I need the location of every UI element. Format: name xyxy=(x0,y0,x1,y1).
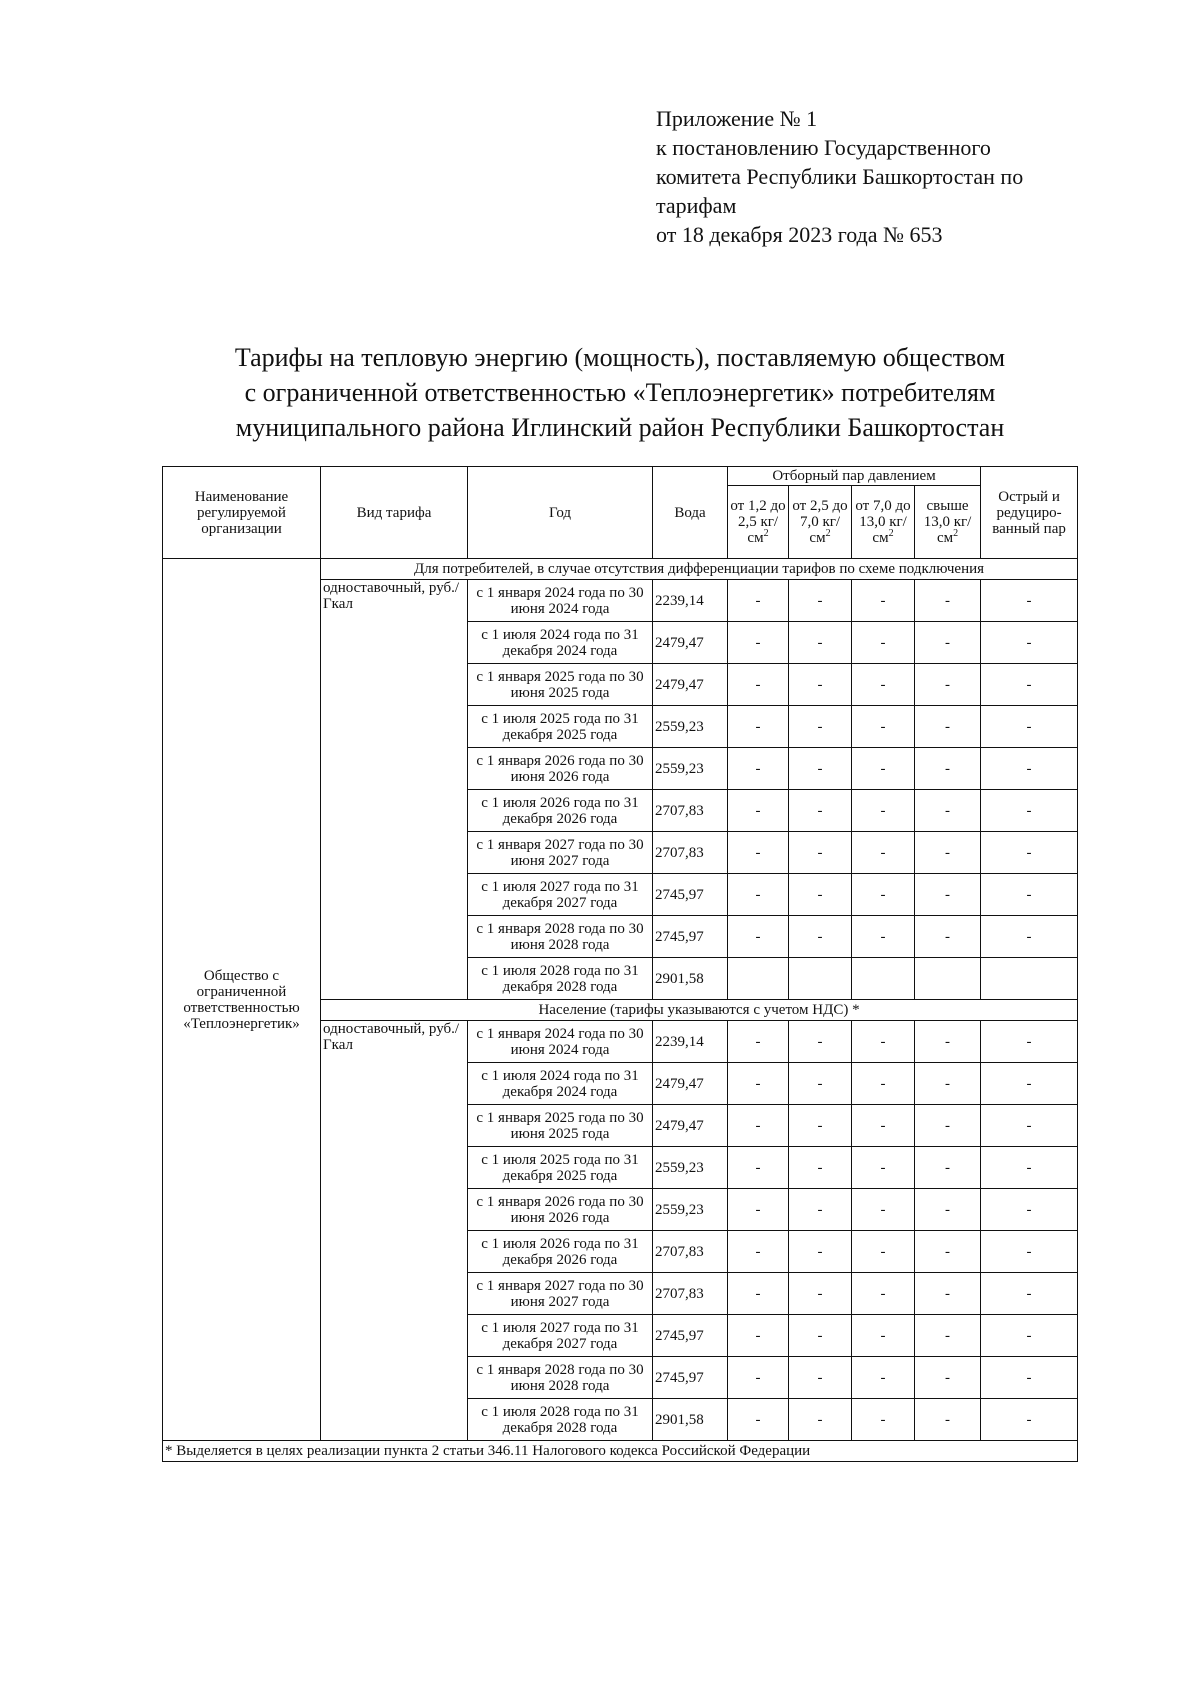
steam-tariff-cell: - xyxy=(915,622,981,664)
steam-tariff-cell: - xyxy=(852,1231,915,1273)
steam-tariff-cell: - xyxy=(915,748,981,790)
header-water: Вода xyxy=(653,467,728,559)
steam-tariff-cell: - xyxy=(981,1147,1078,1189)
steam-tariff-cell: - xyxy=(981,1189,1078,1231)
steam-tariff-cell: - xyxy=(789,1357,852,1399)
water-tariff-cell: 2901,58 xyxy=(653,958,728,1000)
period-cell: с 1 июля 2025 года по 31 декабря 2025 года xyxy=(468,1147,653,1189)
steam-tariff-cell: - xyxy=(981,874,1078,916)
steam-tariff-cell: - xyxy=(915,1021,981,1063)
period-cell: с 1 июля 2027 года по 31 декабря 2027 года xyxy=(468,874,653,916)
water-tariff-cell: 2901,58 xyxy=(653,1399,728,1441)
steam-tariff-cell: - xyxy=(981,664,1078,706)
water-tariff-cell: 2559,23 xyxy=(653,1147,728,1189)
steam-tariff-cell: - xyxy=(852,622,915,664)
steam-tariff-cell: - xyxy=(852,1273,915,1315)
steam-tariff-cell: - xyxy=(728,916,789,958)
steam-tariff-cell: - xyxy=(852,664,915,706)
steam-tariff-cell: - xyxy=(981,790,1078,832)
period-cell: с 1 июля 2026 года по 31 декабря 2026 года xyxy=(468,790,653,832)
steam-tariff-cell: - xyxy=(915,1063,981,1105)
header-steam-sup: 2 xyxy=(953,528,959,539)
steam-tariff-cell: - xyxy=(789,1231,852,1273)
period-cell: с 1 июля 2028 года по 31 декабря 2028 года xyxy=(468,1399,653,1441)
steam-tariff-cell: - xyxy=(728,1021,789,1063)
period-cell: с 1 января 2024 года по 30 июня 2024 года xyxy=(468,1021,653,1063)
header-steam-text: от 2,5 до 7,0 кг/см xyxy=(792,498,848,546)
steam-tariff-cell: - xyxy=(728,622,789,664)
steam-tariff-cell: - xyxy=(728,706,789,748)
steam-tariff-cell: - xyxy=(852,790,915,832)
steam-tariff-cell: - xyxy=(789,1021,852,1063)
steam-tariff-cell: - xyxy=(981,1315,1078,1357)
steam-tariff-cell: - xyxy=(915,580,981,622)
header-steam-sup: 2 xyxy=(763,528,769,539)
steam-tariff-cell: - xyxy=(852,580,915,622)
appendix-line: комитета Республики Башкортостан по xyxy=(656,164,1024,189)
title-line: Тарифы на тепловую энергию (мощность), поставляемую обществом xyxy=(234,343,1006,372)
header-steam-3 xyxy=(852,486,915,559)
steam-tariff-cell: - xyxy=(789,790,852,832)
steam-tariff-cell: - xyxy=(981,832,1078,874)
steam-tariff-cell: - xyxy=(915,1189,981,1231)
steam-tariff-cell: - xyxy=(852,1021,915,1063)
steam-tariff-cell: - xyxy=(789,1063,852,1105)
steam-tariff-cell: - xyxy=(852,1315,915,1357)
header-steam-4 xyxy=(915,486,981,559)
water-tariff-cell: 2479,47 xyxy=(653,664,728,706)
steam-tariff-cell: - xyxy=(915,664,981,706)
water-tariff-cell: 2707,83 xyxy=(653,790,728,832)
period-cell: с 1 июля 2028 года по 31 декабря 2028 года xyxy=(468,958,653,1000)
header-steam-group: Отборный пар давлением xyxy=(728,467,981,486)
steam-tariff-cell xyxy=(981,958,1078,1000)
steam-tariff-cell: - xyxy=(728,832,789,874)
period-cell: с 1 января 2028 года по 30 июня 2028 года xyxy=(468,916,653,958)
steam-tariff-cell xyxy=(789,958,852,1000)
steam-tariff-cell: - xyxy=(728,580,789,622)
appendix-line: тарифам xyxy=(656,193,737,218)
header-steam-1 xyxy=(728,486,789,559)
steam-tariff-cell: - xyxy=(915,1273,981,1315)
steam-tariff-cell: - xyxy=(728,1399,789,1441)
steam-tariff-cell xyxy=(728,958,789,1000)
header-sharp-steam: Острый и редуциро-ванный пар xyxy=(981,467,1078,559)
steam-tariff-cell: - xyxy=(852,1147,915,1189)
steam-tariff-cell: - xyxy=(789,580,852,622)
steam-tariff-cell: - xyxy=(981,1063,1078,1105)
steam-tariff-cell: - xyxy=(789,1273,852,1315)
steam-tariff-cell: - xyxy=(789,706,852,748)
period-cell: с 1 июля 2025 года по 31 декабря 2025 года xyxy=(468,706,653,748)
steam-tariff-cell xyxy=(915,958,981,1000)
section-title: Население (тарифы указываются с учетом НДС) * xyxy=(321,1000,1078,1021)
section-title: Для потребителей, в случае отсутствия дифференциации тарифов по схеме подключения xyxy=(321,559,1078,580)
period-cell: с 1 июля 2024 года по 31 декабря 2024 года xyxy=(468,622,653,664)
section-row xyxy=(163,559,1078,580)
steam-tariff-cell: - xyxy=(852,706,915,748)
steam-tariff-cell: - xyxy=(915,1357,981,1399)
period-cell: с 1 июля 2024 года по 31 декабря 2024 года xyxy=(468,1063,653,1105)
steam-tariff-cell: - xyxy=(981,1357,1078,1399)
water-tariff-cell: 2745,97 xyxy=(653,874,728,916)
steam-tariff-cell: - xyxy=(728,664,789,706)
steam-tariff-cell: - xyxy=(852,832,915,874)
header-steam-text: свыше 13,0 кг/см xyxy=(923,498,972,546)
period-cell: с 1 января 2024 года по 30 июня 2024 года xyxy=(468,580,653,622)
title-line: с ограниченной ответственностью «Теплоэнергетик» потребителям xyxy=(244,378,996,407)
org-name: Общество с ограниченной ответственностью «Теплоэнергетик» xyxy=(163,559,321,1441)
appendix-line: от 18 декабря 2023 года № 653 xyxy=(656,222,943,247)
water-tariff-cell: 2707,83 xyxy=(653,1231,728,1273)
steam-tariff-cell: - xyxy=(728,1063,789,1105)
steam-tariff-cell: - xyxy=(915,1315,981,1357)
water-tariff-cell: 2745,97 xyxy=(653,1315,728,1357)
header-steam-text: от 7,0 до 13,0 кг/см xyxy=(855,498,911,546)
water-tariff-cell: 2479,47 xyxy=(653,1063,728,1105)
tariffs-table xyxy=(162,466,1078,1462)
header-year: Год xyxy=(468,467,653,559)
header-tariff-type: Вид тарифа xyxy=(321,467,468,559)
steam-tariff-cell: - xyxy=(728,1231,789,1273)
steam-tariff-cell: - xyxy=(915,916,981,958)
period-cell: с 1 июля 2027 года по 31 декабря 2027 года xyxy=(468,1315,653,1357)
document-title xyxy=(160,340,1080,445)
steam-tariff-cell: - xyxy=(915,1399,981,1441)
steam-tariff-cell: - xyxy=(981,1231,1078,1273)
steam-tariff-cell: - xyxy=(915,1105,981,1147)
steam-tariff-cell: - xyxy=(789,1315,852,1357)
water-tariff-cell: 2559,23 xyxy=(653,1189,728,1231)
steam-tariff-cell: - xyxy=(915,706,981,748)
appendix-line: к постановлению Государственного xyxy=(656,135,991,160)
steam-tariff-cell: - xyxy=(915,874,981,916)
steam-tariff-cell: - xyxy=(981,1399,1078,1441)
steam-tariff-cell: - xyxy=(728,748,789,790)
period-cell: с 1 июля 2026 года по 31 декабря 2026 года xyxy=(468,1231,653,1273)
steam-tariff-cell: - xyxy=(852,1357,915,1399)
period-cell: с 1 января 2027 года по 30 июня 2027 года xyxy=(468,1273,653,1315)
period-cell: с 1 января 2026 года по 30 июня 2026 года xyxy=(468,1189,653,1231)
steam-tariff-cell: - xyxy=(915,790,981,832)
title-line: муниципального района Иглинский район Республики Башкортостан xyxy=(235,413,1005,442)
steam-tariff-cell: - xyxy=(915,832,981,874)
period-cell: с 1 января 2025 года по 30 июня 2025 года xyxy=(468,664,653,706)
water-tariff-cell: 2559,23 xyxy=(653,706,728,748)
steam-tariff-cell: - xyxy=(981,706,1078,748)
steam-tariff-cell: - xyxy=(728,790,789,832)
steam-tariff-cell: - xyxy=(728,1273,789,1315)
period-cell: с 1 января 2027 года по 30 июня 2027 года xyxy=(468,832,653,874)
water-tariff-cell: 2239,14 xyxy=(653,1021,728,1063)
steam-tariff-cell: - xyxy=(728,1357,789,1399)
header-steam-sup: 2 xyxy=(825,528,831,539)
steam-tariff-cell: - xyxy=(852,916,915,958)
period-cell: с 1 января 2028 года по 30 июня 2028 года xyxy=(468,1357,653,1399)
water-tariff-cell: 2707,83 xyxy=(653,832,728,874)
water-tariff-cell: 2707,83 xyxy=(653,1273,728,1315)
water-tariff-cell: 2745,97 xyxy=(653,1357,728,1399)
steam-tariff-cell: - xyxy=(852,1399,915,1441)
steam-tariff-cell: - xyxy=(728,874,789,916)
steam-tariff-cell: - xyxy=(981,748,1078,790)
appendix-block xyxy=(656,104,1086,249)
steam-tariff-cell: - xyxy=(789,664,852,706)
steam-tariff-cell: - xyxy=(789,1147,852,1189)
steam-tariff-cell: - xyxy=(789,622,852,664)
tariff-type-cell: одноставочный, руб./Гкал xyxy=(321,1021,468,1441)
steam-tariff-cell: - xyxy=(852,1063,915,1105)
footnote: * Выделяется в целях реализации пункта 2 статьи 346.11 Налогового кодекса Российской Федерации xyxy=(163,1441,1078,1462)
steam-tariff-cell: - xyxy=(789,1399,852,1441)
steam-tariff-cell: - xyxy=(981,580,1078,622)
steam-tariff-cell: - xyxy=(981,622,1078,664)
period-cell: с 1 января 2025 года по 30 июня 2025 года xyxy=(468,1105,653,1147)
appendix-line: Приложение № 1 xyxy=(656,106,818,131)
water-tariff-cell: 2745,97 xyxy=(653,916,728,958)
steam-tariff-cell: - xyxy=(915,1147,981,1189)
period-cell: с 1 января 2026 года по 30 июня 2026 года xyxy=(468,748,653,790)
steam-tariff-cell: - xyxy=(789,1189,852,1231)
water-tariff-cell: 2479,47 xyxy=(653,1105,728,1147)
water-tariff-cell: 2239,14 xyxy=(653,580,728,622)
tariff-type-cell: одноставочный, руб./Гкал xyxy=(321,580,468,1000)
steam-tariff-cell: - xyxy=(981,916,1078,958)
steam-tariff-cell: - xyxy=(789,748,852,790)
steam-tariff-cell: - xyxy=(728,1105,789,1147)
steam-tariff-cell: - xyxy=(852,1189,915,1231)
steam-tariff-cell: - xyxy=(852,874,915,916)
header-steam-2 xyxy=(789,486,852,559)
steam-tariff-cell: - xyxy=(789,1105,852,1147)
water-tariff-cell: 2479,47 xyxy=(653,622,728,664)
steam-tariff-cell: - xyxy=(728,1189,789,1231)
steam-tariff-cell: - xyxy=(981,1021,1078,1063)
header-steam-sup: 2 xyxy=(888,528,894,539)
water-tariff-cell: 2559,23 xyxy=(653,748,728,790)
steam-tariff-cell: - xyxy=(852,748,915,790)
steam-tariff-cell: - xyxy=(728,1147,789,1189)
steam-tariff-cell: - xyxy=(981,1273,1078,1315)
header-org: Наименование регулируемой организации xyxy=(163,467,321,559)
steam-tariff-cell: - xyxy=(789,874,852,916)
steam-tariff-cell: - xyxy=(981,1105,1078,1147)
steam-tariff-cell: - xyxy=(915,1231,981,1273)
header-steam-text: от 1,2 до 2,5 кг/см xyxy=(730,498,786,546)
steam-tariff-cell: - xyxy=(728,1315,789,1357)
tariffs-body xyxy=(163,559,1078,1441)
steam-tariff-cell: - xyxy=(852,1105,915,1147)
steam-tariff-cell: - xyxy=(789,916,852,958)
steam-tariff-cell xyxy=(852,958,915,1000)
steam-tariff-cell: - xyxy=(789,832,852,874)
